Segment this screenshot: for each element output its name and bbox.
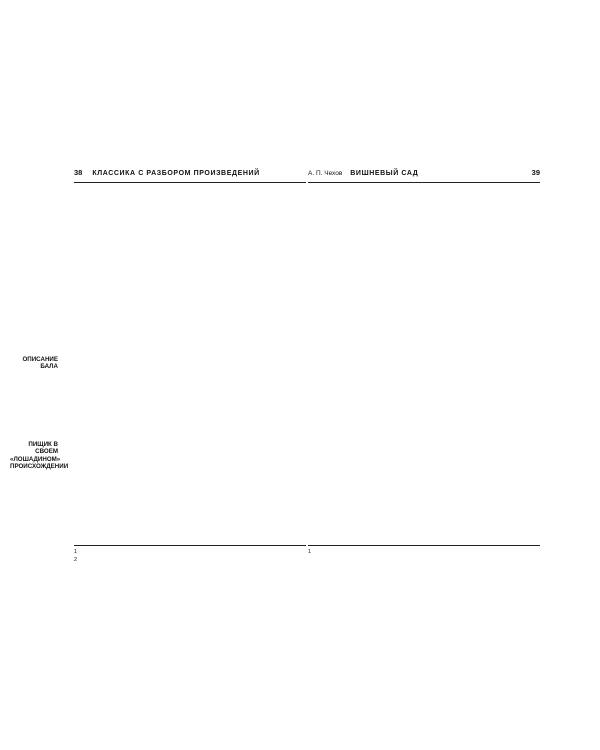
right-page [308, 168, 540, 190]
footnote-number: 2 [74, 557, 78, 563]
left-page [74, 168, 306, 190]
margin-note-ball: ОПИСАНИЕ БАЛА [22, 356, 58, 371]
footnote-number: 1 [308, 549, 312, 555]
footnote-number: 1 [74, 549, 78, 555]
right-running-head [308, 168, 540, 183]
right-footnotes [308, 545, 540, 557]
left-page-number: 38 [74, 168, 83, 177]
footnote [74, 557, 306, 563]
right-running-title: ВИШНЕВЫЙ САД [350, 170, 419, 177]
left-running-title: КЛАССИКА С РАЗБОРОМ ПРОИЗВЕДЕНИЙ [92, 170, 260, 177]
left-footnotes [74, 545, 306, 565]
right-author: А. П. Чехов [308, 170, 343, 177]
left-running-head [74, 168, 306, 183]
margin-note-pishchik: ПИЩИК В СВОЕМ «ЛОШАДИНОМ» ПРОИСХОЖДЕНИИ [10, 441, 69, 470]
footnote [74, 549, 306, 555]
footnote [308, 549, 540, 555]
right-page-number: 39 [531, 168, 540, 177]
